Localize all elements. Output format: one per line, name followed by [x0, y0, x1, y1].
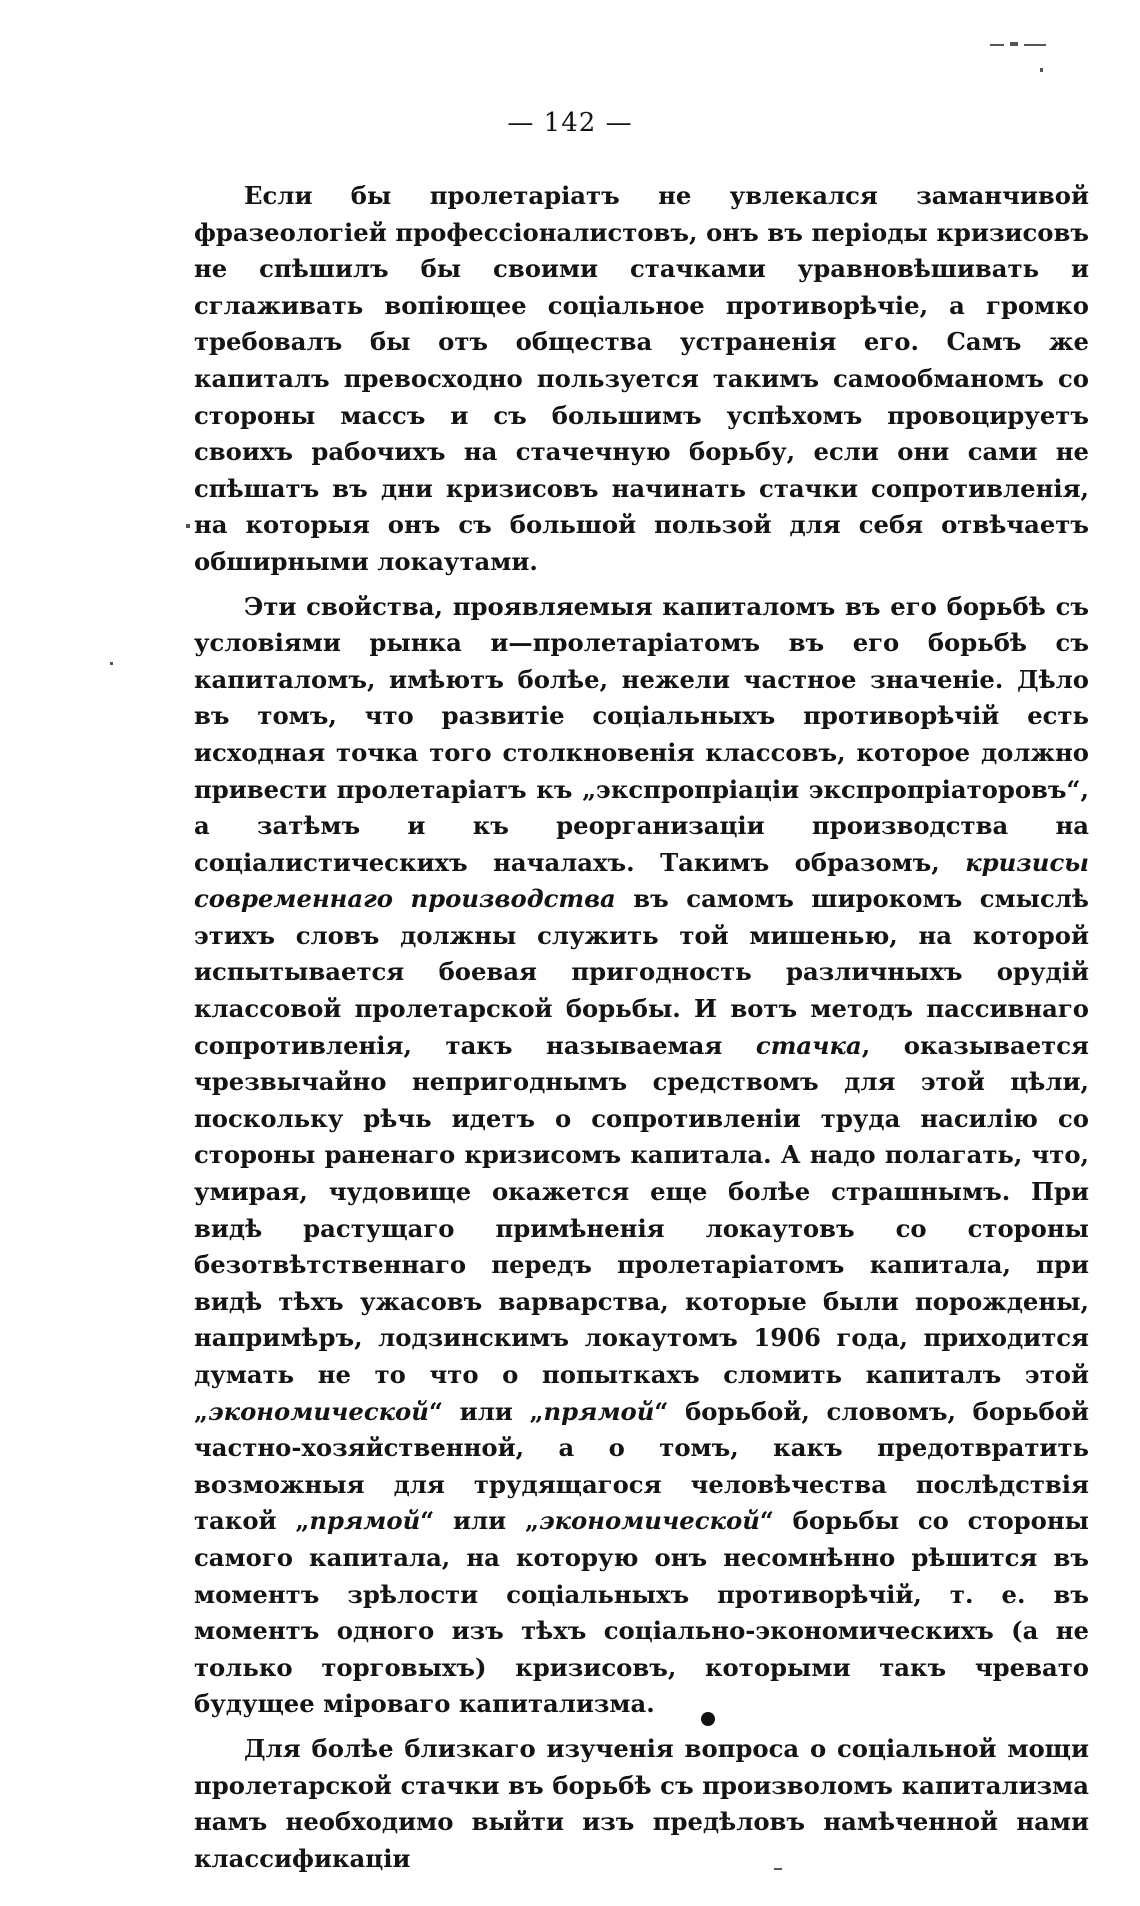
scan-speck — [1040, 68, 1043, 72]
italic-run: прямой — [543, 1396, 655, 1426]
text-run: Если бы пролетаріатъ не увлекался заманчивой фразеологіей профессіоналистовъ, онъ въ періоды кризисовъ не спѣшилъ бы своими стачками уравновѣшивать и сглаживать вопіющее соціальное противорѣчіе, а громко требовалъ бы отъ общества устраненія его. Самъ же капиталъ превосходно пользуется такимъ самообманомъ со стороны массъ и съ большимъ успѣхомъ провоцируетъ своихъ рабочихъ на стачечную борьбу, если они сами не спѣшатъ въ дни кризисовъ начинать стачки сопротивленія, на которыя онъ съ большой пользой для себя отвѣчаетъ обширными локаутами. — [194, 181, 1089, 576]
scan-speck — [774, 1868, 782, 1870]
italic-run: экономической — [538, 1506, 760, 1536]
scan-speck — [1024, 44, 1046, 46]
text-run: “ или „ — [420, 1506, 539, 1536]
italic-run: прямой — [309, 1506, 421, 1536]
scan-speck — [110, 662, 113, 665]
text-run: “ борьбы со стороны самого капитала, на которую онъ несомнѣнно рѣшится въ моментъ зрѣлости соціальныхъ противорѣчій, т. е. въ моментъ одного изъ тѣхъ соціально-экономическихъ (а не только торговыхъ) кризисовъ, которыми такъ чревато будущее міроваго капитализма. — [194, 1506, 1089, 1719]
paragraph-2 — [194, 589, 1089, 1723]
page-number: — 142 — — [507, 108, 633, 138]
scan-speck — [1010, 42, 1018, 46]
italic-run: кризисы современнаго производства — [194, 847, 1089, 914]
text-run: Эти свойства, проявляемыя капиталомъ въ его борьбѣ съ условіями рынка и—пролетаріатомъ въ его борьбѣ съ капиталомъ, имѣютъ болѣе, нежели частное значеніе. Дѣло въ томъ, что развитіе соціальныхъ противорѣчій есть исходная точка того столкновенія классовъ, которое должно привести пролетаріатъ къ „экспропріаціи экспропріаторовъ“, а затѣмъ и къ реорганизаціи производства на соціалистическихъ началахъ. Такимъ образомъ, — [194, 591, 1089, 877]
body-text — [194, 178, 1089, 1885]
scan-speck — [186, 524, 190, 528]
paragraph-1 — [194, 178, 1089, 581]
text-run: , оказывается чрезвычайно непригоднымъ средствомъ для этой цѣли, поскольку рѣчь идетъ о сопротивленіи труда насилію со стороны раненаго кризисомъ капитала. А надо полагать, что, умирая, чудовище окажется еще болѣе страшнымъ. При видѣ растущаго примѣненія локаутовъ со стороны безотвѣтственнаго передъ пролетаріатомъ капитала, при видѣ тѣхъ ужасовъ варварства, которые были порождены, напримѣръ, лодзинскимъ локаутомъ 1906 года, приходится думать не то что о попыткахъ сломить капиталъ этой „ — [194, 1030, 1089, 1426]
italic-run: стачка — [755, 1030, 862, 1060]
italic-run: экономической — [207, 1396, 429, 1426]
paragraph-3 — [194, 1731, 1089, 1877]
ink-dot-mark — [701, 1712, 715, 1726]
text-run: Для болѣе близкаго изученія вопроса о соціальной мощи пролетарской стачки въ борьбѣ съ произволомъ капитализма намъ необходимо выйти изъ предѣловъ намѣченной нами классификаціи — [194, 1733, 1089, 1873]
text-run: “ или „ — [428, 1396, 544, 1426]
scan-speck — [990, 44, 1004, 46]
text-run: “ борьбой, словомъ, борьбой частно-хозяйственной, а о томъ, какъ предотвратить возможныя для трудящагося человѣчества послѣдствія такой „ — [194, 1396, 1089, 1536]
text-run: въ самомъ широкомъ смыслѣ этихъ словъ должны служить той мишенью, на которой испытывается боевая пригодность различныхъ орудій классовой пролетарской борьбы. И вотъ методъ пассивнаго сопротивленія, такъ называемая — [194, 884, 1089, 1060]
